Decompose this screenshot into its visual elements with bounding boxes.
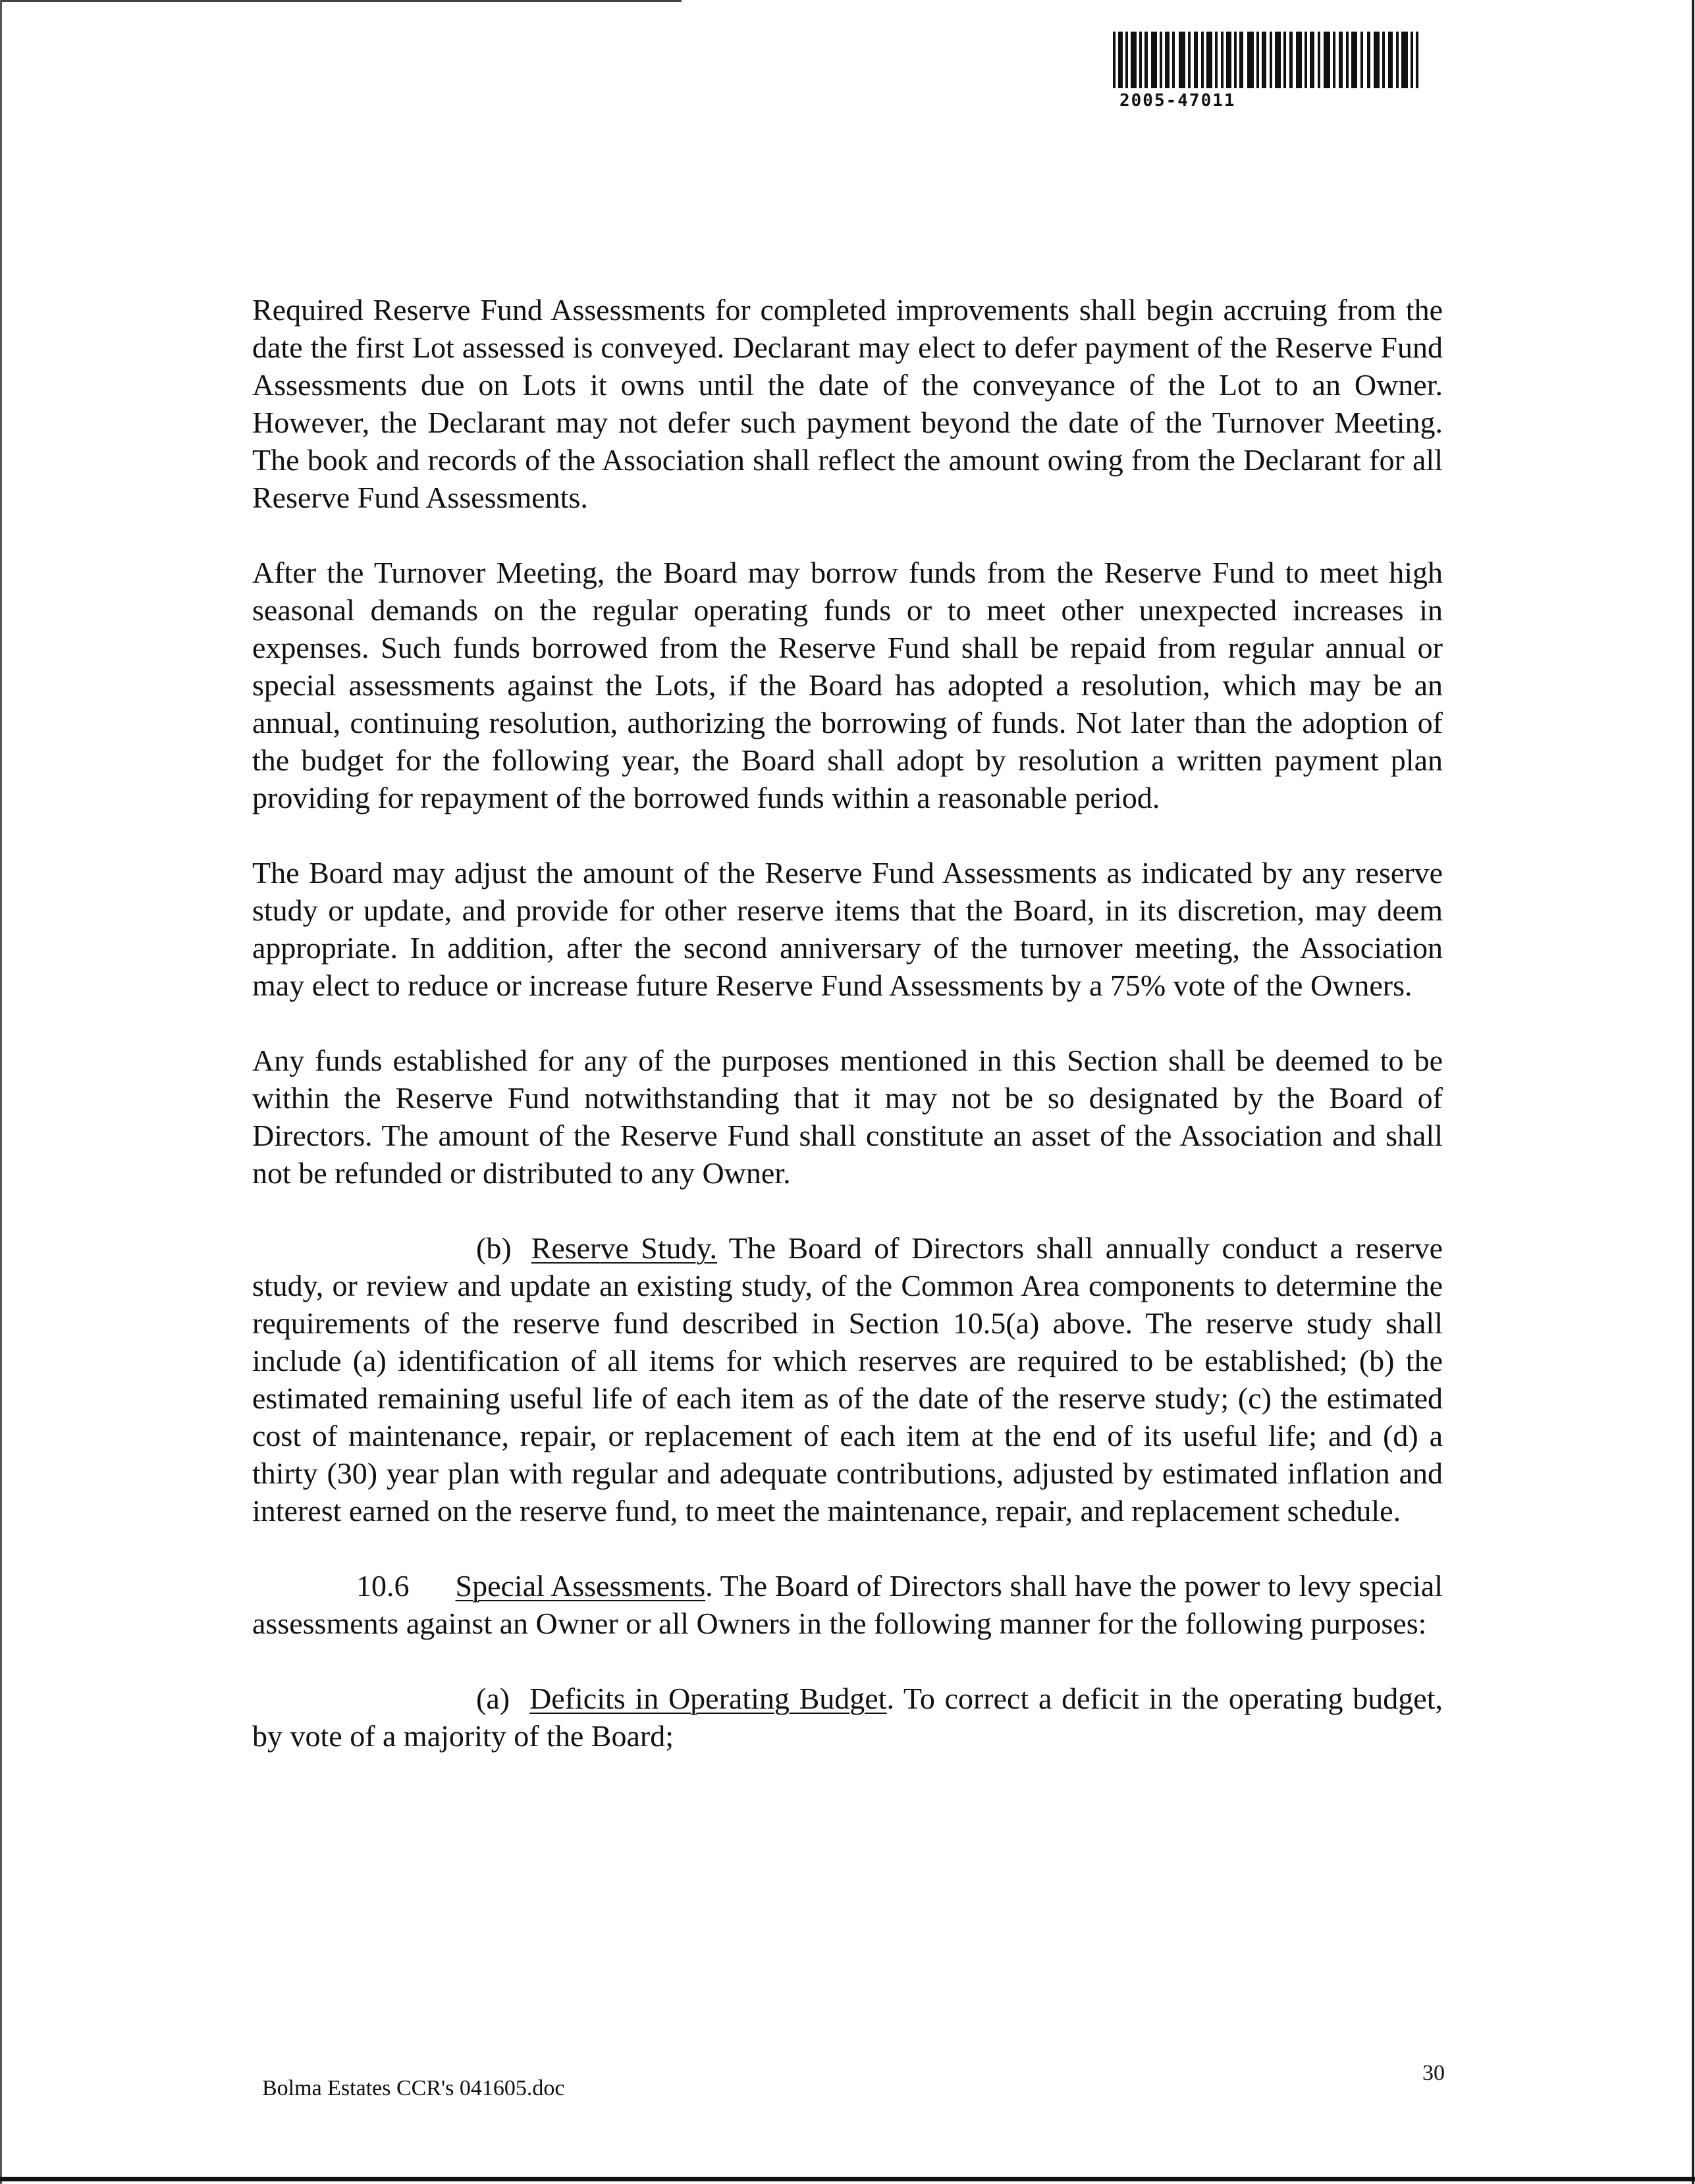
paragraph-reserve-study bbox=[252, 1229, 1443, 1530]
paragraph-funds-established: Any funds established for any of the purposes mentioned in this Section shall be deemed to be within the Reserve Fund notwithstanding that it may not be so designated by the Board of Directors. The amount of the Reserve Fund shall constitute an asset of the Association and shall not be refunded or distributed to any Owner. bbox=[252, 1044, 1443, 1190]
scan-top-edge bbox=[0, 0, 682, 2]
paragraph-borrowing: After the Turnover Meeting, the Board may borrow funds from the Reserve Fund to meet high seasonal demands on the regular operating funds or to meet other unexpected increases in expenses. Such funds borrowed from the Reserve Fund shall be repaid from regular annual or special assessments against the Lots, if the Board has adopted a resolution, which may be an annual, continuing resolution, authorizing the borrowing of funds. Not later than the adoption of the budget for the following year, the Board shall adopt by resolution a written payment plan providing for repayment of the borrowed funds within a reasonable period. bbox=[252, 556, 1443, 814]
barcode-icon bbox=[1113, 32, 1418, 88]
scan-right-edge bbox=[1692, 0, 1694, 2184]
footer-filename: Bolma Estates CCR's 041605.doc bbox=[262, 2076, 565, 2100]
page-number: 30 bbox=[1422, 2061, 1445, 2085]
recording-barcode bbox=[1113, 32, 1418, 88]
paragraph-adjustment: The Board may adjust the amount of the Reserve Fund Assessments as indicated by any reserve study or update, and provide for other reserve items that the Board, in its discretion, may deem appropriate. In addition, after the second anniversary of the turnover meeting, the Association may elect to reduce or increase future Reserve Fund Assessments by a 75% vote of the Owners. bbox=[252, 856, 1443, 1002]
reserve-study-marker: (b) bbox=[476, 1231, 512, 1265]
scan-left-edge bbox=[0, 0, 2, 2184]
deficits-heading: Deficits in Operating Budget bbox=[529, 1682, 887, 1715]
deficits-text: . To correct a deficit in the operating budget, by vote of a majority of the Board; bbox=[252, 1682, 1443, 1753]
reserve-study-heading: Reserve Study. bbox=[531, 1231, 718, 1265]
section-number: 10.6 bbox=[356, 1569, 410, 1603]
document-body bbox=[252, 291, 1443, 1792]
section-heading: Special Assessments bbox=[455, 1569, 706, 1603]
section-10-6 bbox=[252, 1567, 1443, 1642]
paragraph-deficits bbox=[252, 1680, 1443, 1755]
scan-bottom-edge bbox=[0, 2177, 1695, 2181]
section-text: . The Board of Directors shall have the power to levy special assessments against an Owner or all Owners in the following manner for the following purposes: bbox=[252, 1569, 1443, 1640]
document-number: 2005-47011 bbox=[1119, 91, 1236, 111]
paragraph-reserve-accrual: Required Reserve Fund Assessments for completed improvements shall begin accruing from the date the first Lot assessed is conveyed. Declarant may elect to defer payment of the Reserve Fund Assessments due on Lots it owns until the date of the conveyance of the Lot to an Owner. However, the Declarant may not defer such payment beyond the date of the Turnover Meeting. The book and records of the Association shall reflect the amount owing from the Declarant for all Reserve Fund Assessments. bbox=[252, 293, 1443, 514]
reserve-study-text: The Board of Directors shall annually conduct a reserve study, or review and update an existing study, of the Common Area components to determine the requirements of the reserve fund described in Section 10.5(a) above. The reserve study shall include (a) identification of all items for which reserves are required to be established; (b) the estimated remaining useful life of each item as of the date of the reserve study; (c) the estimated cost of maintenance, repair, or replacement of each item at the end of its useful life; and (d) a thirty (30) year plan with regular and adequate contributions, adjusted by estimated inflation and interest earned on the reserve fund, to meet the maintenance, repair, and replacement schedule. bbox=[252, 1231, 1443, 1528]
deficits-marker: (a) bbox=[476, 1682, 510, 1715]
